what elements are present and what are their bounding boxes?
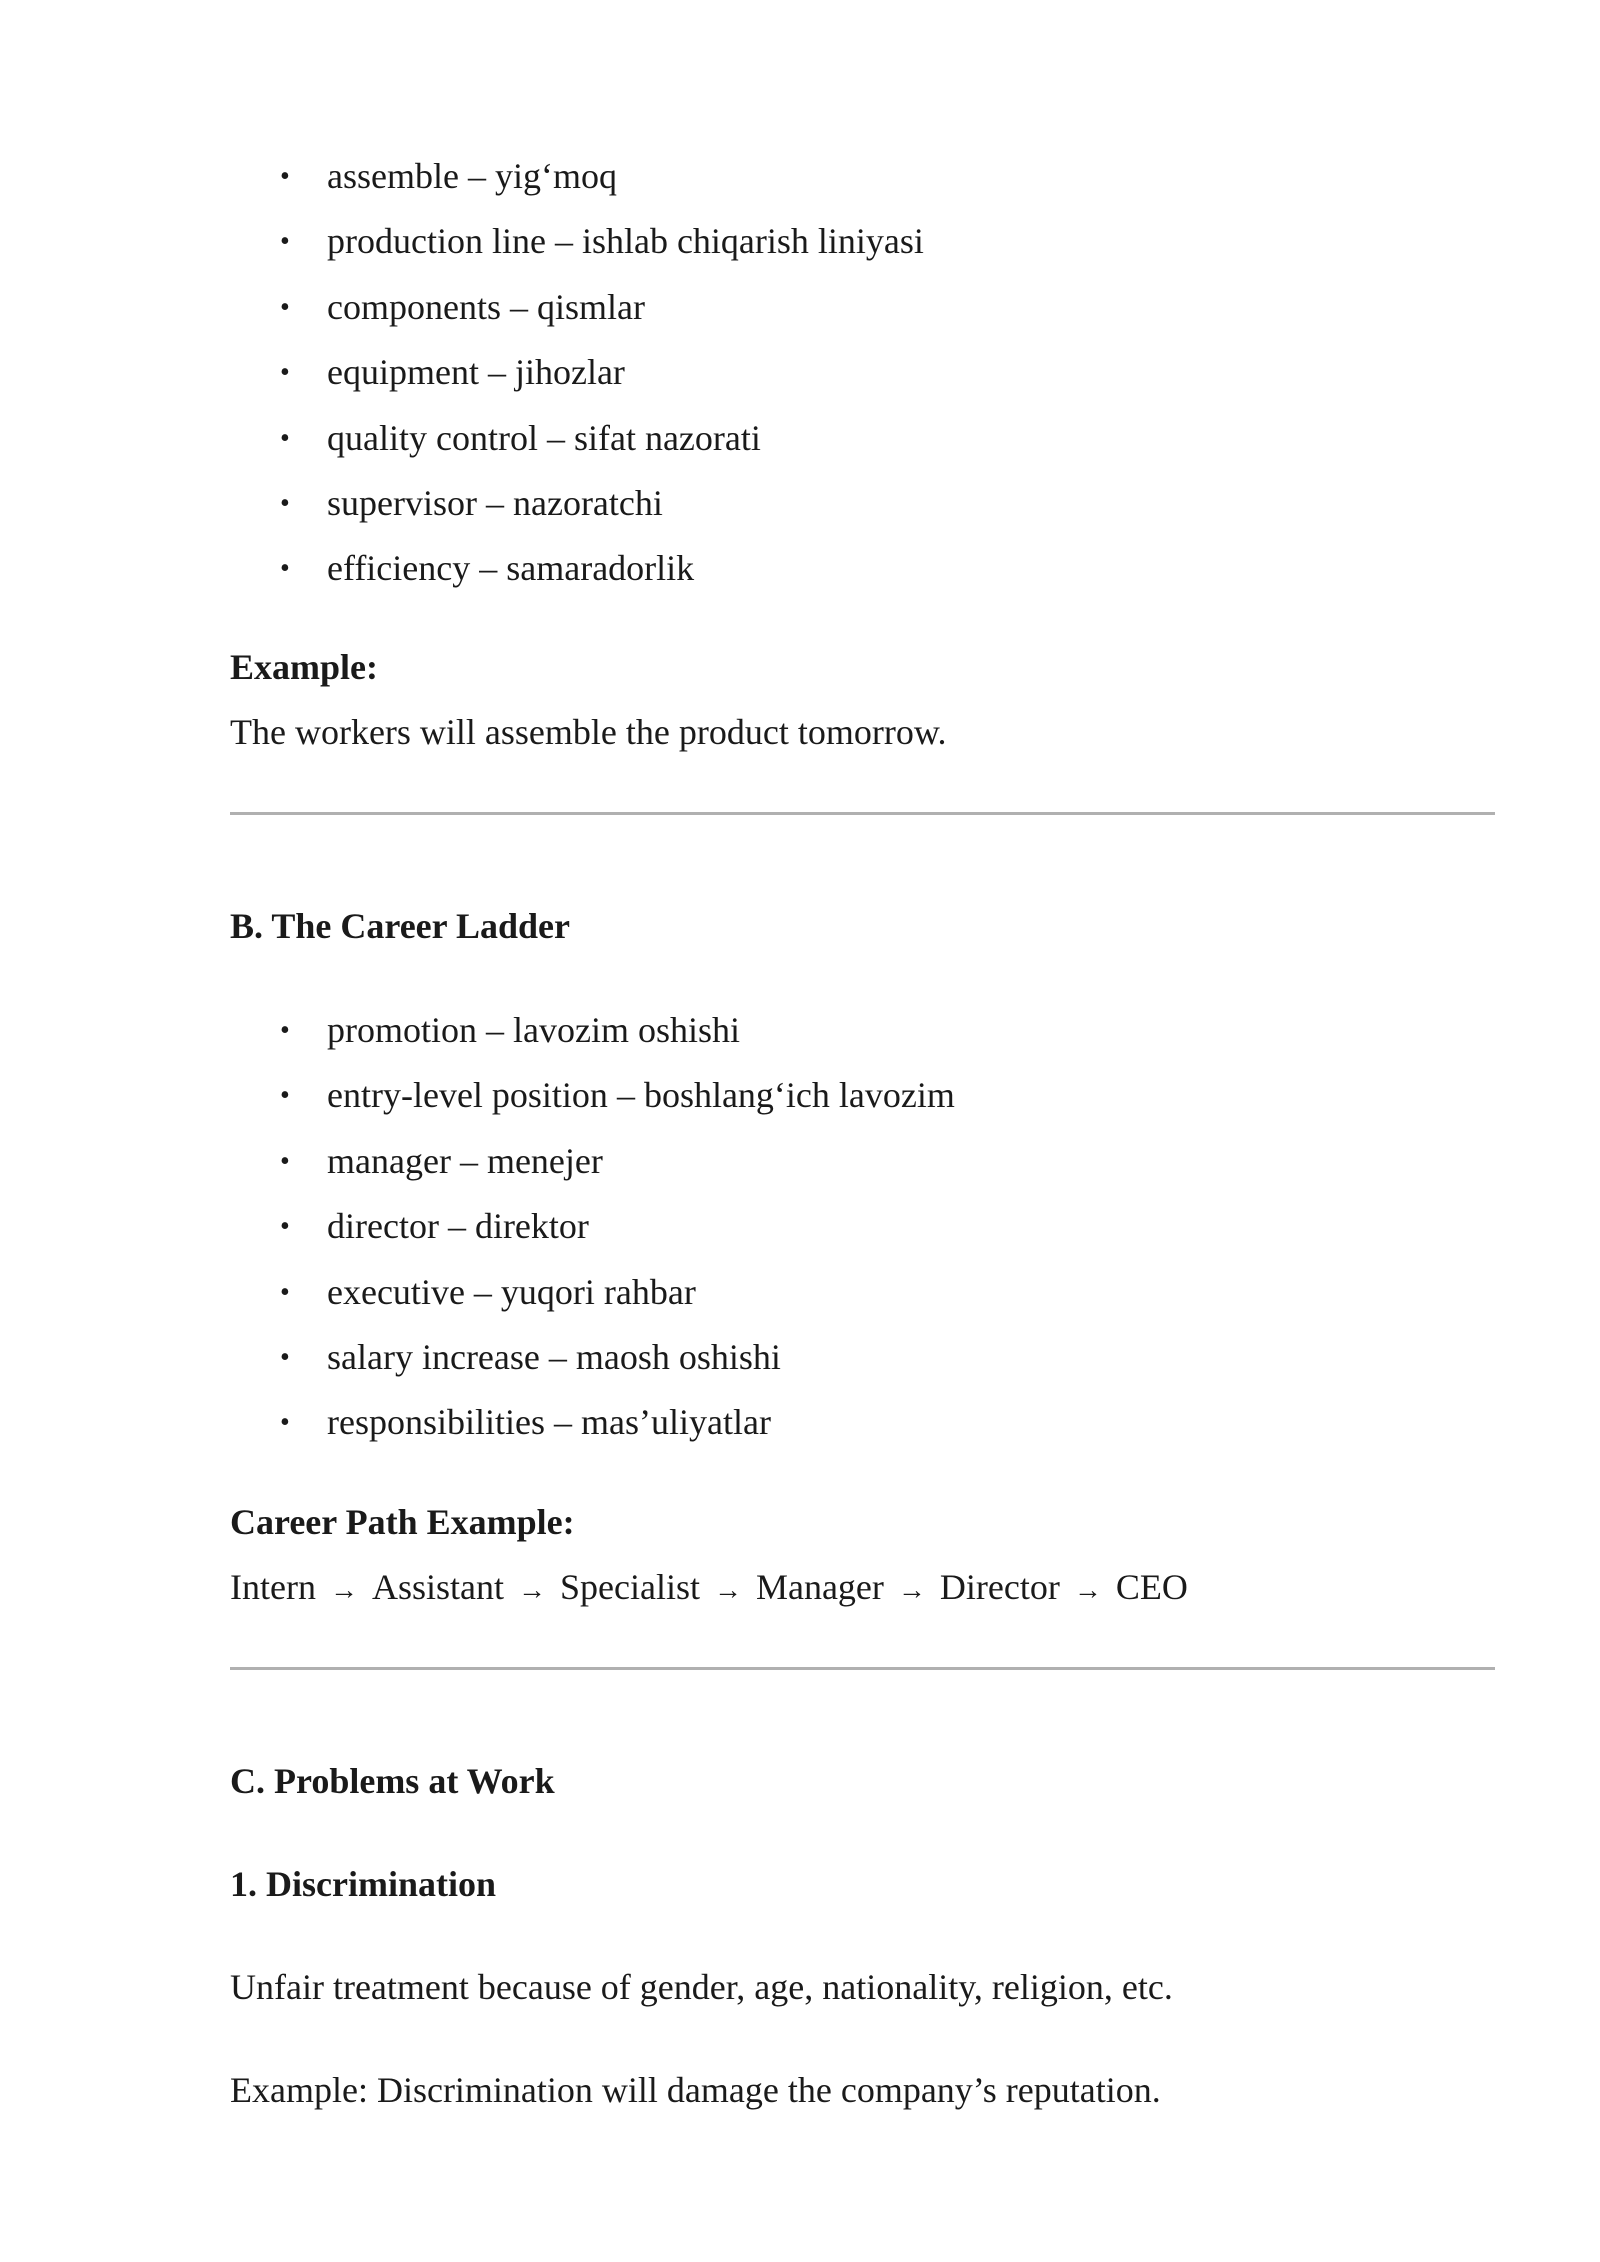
vocab-term: director bbox=[327, 1206, 439, 1247]
career-step: Manager bbox=[755, 1567, 884, 1607]
bullet-icon: • bbox=[280, 1407, 290, 1439]
vocab-item bbox=[230, 1325, 955, 1390]
vocab-term: quality control bbox=[327, 417, 538, 458]
vocab-separator: – bbox=[485, 482, 504, 523]
vocab-separator: – bbox=[616, 1075, 635, 1116]
vocab-item bbox=[230, 406, 924, 471]
bullet-icon: • bbox=[280, 1080, 290, 1112]
vocab-translation: mas’uliyatlar bbox=[581, 1402, 771, 1443]
bullet-icon: • bbox=[280, 422, 290, 454]
vocab-term: entry-level position bbox=[327, 1075, 608, 1116]
section-b-vocab-list bbox=[230, 998, 955, 1456]
vocab-separator: – bbox=[548, 1336, 567, 1377]
career-step: Director bbox=[939, 1567, 1060, 1607]
vocab-separator: – bbox=[546, 417, 565, 458]
section-a-example-text: The workers will assemble the product tomorrow. bbox=[230, 712, 947, 752]
arrow-right-icon: → bbox=[517, 1575, 546, 1606]
vocab-term: salary increase bbox=[327, 1336, 540, 1377]
arrow-right-icon: → bbox=[713, 1575, 742, 1606]
vocab-separator: – bbox=[467, 156, 486, 196]
vocab-term: efficiency bbox=[327, 548, 471, 589]
vocab-item bbox=[230, 1063, 955, 1128]
subsection-title: 1. Discrimination bbox=[230, 1864, 496, 1904]
vocab-translation: samaradorlik bbox=[506, 548, 695, 589]
vocab-item bbox=[230, 1129, 955, 1194]
vocab-term: promotion bbox=[327, 1010, 477, 1050]
vocab-separator: – bbox=[487, 352, 506, 393]
bullet-icon: • bbox=[280, 1341, 290, 1373]
bullet-icon: • bbox=[280, 161, 290, 192]
arrow-right-icon: → bbox=[897, 1575, 926, 1606]
bullet-icon: • bbox=[280, 1145, 290, 1177]
vocab-separator: – bbox=[554, 1402, 572, 1443]
vocab-translation: menejer bbox=[486, 1140, 603, 1181]
section-divider bbox=[230, 812, 1495, 815]
vocab-item bbox=[230, 471, 924, 536]
career-step: Specialist bbox=[559, 1567, 700, 1607]
section-c-title: C. Problems at Work bbox=[230, 1761, 555, 1801]
vocab-term: supervisor bbox=[327, 482, 477, 523]
vocab-term: executive bbox=[327, 1271, 465, 1312]
vocab-separator: – bbox=[486, 1010, 504, 1050]
vocab-item bbox=[230, 144, 924, 209]
vocab-translation: ishlab chiqarish liniyasi bbox=[581, 221, 924, 262]
bullet-icon: • bbox=[280, 553, 290, 585]
bullet-icon: • bbox=[280, 1276, 290, 1308]
section-b-title: B. The Career Ladder bbox=[230, 906, 570, 946]
vocab-term: components bbox=[327, 286, 501, 327]
career-path-label: Career Path Example: bbox=[230, 1502, 575, 1542]
vocab-term: assemble bbox=[327, 156, 459, 196]
section-divider bbox=[230, 1667, 1495, 1670]
bullet-icon: • bbox=[280, 487, 290, 519]
vocab-item bbox=[230, 209, 924, 274]
vocab-translation: boshlang‘ich lavozim bbox=[643, 1075, 955, 1116]
discrimination-example: Example: Discrimination will damage the company’s reputation. bbox=[230, 2070, 1161, 2110]
vocab-translation: yig‘moq bbox=[494, 156, 617, 196]
vocab-separator: – bbox=[473, 1271, 492, 1312]
vocab-item bbox=[230, 998, 955, 1063]
vocab-translation: direktor bbox=[474, 1206, 589, 1247]
career-step: CEO bbox=[1115, 1567, 1188, 1607]
vocab-item bbox=[230, 1260, 955, 1325]
career-step: Intern bbox=[230, 1567, 316, 1607]
vocab-translation: sifat nazorati bbox=[573, 417, 761, 458]
vocab-item bbox=[230, 340, 924, 405]
vocab-item bbox=[230, 536, 924, 601]
career-path bbox=[230, 1565, 1188, 1613]
vocab-translation: jihozlar bbox=[514, 352, 625, 393]
vocab-item bbox=[230, 275, 924, 340]
career-step: Assistant bbox=[371, 1567, 504, 1607]
vocab-separator: – bbox=[479, 548, 498, 589]
vocab-term: responsibilities bbox=[327, 1402, 545, 1443]
bullet-icon: • bbox=[280, 357, 290, 389]
bullet-icon: • bbox=[280, 1015, 290, 1046]
vocab-item bbox=[230, 1390, 955, 1455]
vocab-separator: – bbox=[509, 286, 528, 327]
vocab-translation: qismlar bbox=[536, 286, 645, 327]
arrow-right-icon: → bbox=[329, 1575, 358, 1606]
bullet-icon: • bbox=[280, 1211, 290, 1243]
vocab-term: equipment bbox=[327, 352, 479, 393]
vocab-term: production line bbox=[327, 221, 546, 262]
vocab-separator: – bbox=[459, 1140, 478, 1181]
bullet-icon: • bbox=[280, 226, 290, 258]
vocab-translation: maosh oshishi bbox=[575, 1336, 781, 1377]
vocab-separator: – bbox=[447, 1206, 466, 1247]
vocab-item bbox=[230, 1194, 955, 1259]
vocab-translation: nazoratchi bbox=[512, 482, 663, 523]
bullet-icon: • bbox=[280, 291, 290, 323]
section-a-example-label: Example: bbox=[230, 647, 378, 687]
vocab-translation: lavozim oshishi bbox=[513, 1010, 740, 1050]
arrow-right-icon: → bbox=[1073, 1575, 1102, 1606]
discrimination-definition: Unfair treatment because of gender, age, nationality, religion, etc. bbox=[230, 1967, 1173, 2007]
section-a-vocab-list bbox=[230, 144, 924, 602]
vocab-separator: – bbox=[554, 221, 573, 262]
vocab-term: manager bbox=[327, 1140, 451, 1181]
vocab-translation: yuqori rahbar bbox=[500, 1271, 696, 1312]
